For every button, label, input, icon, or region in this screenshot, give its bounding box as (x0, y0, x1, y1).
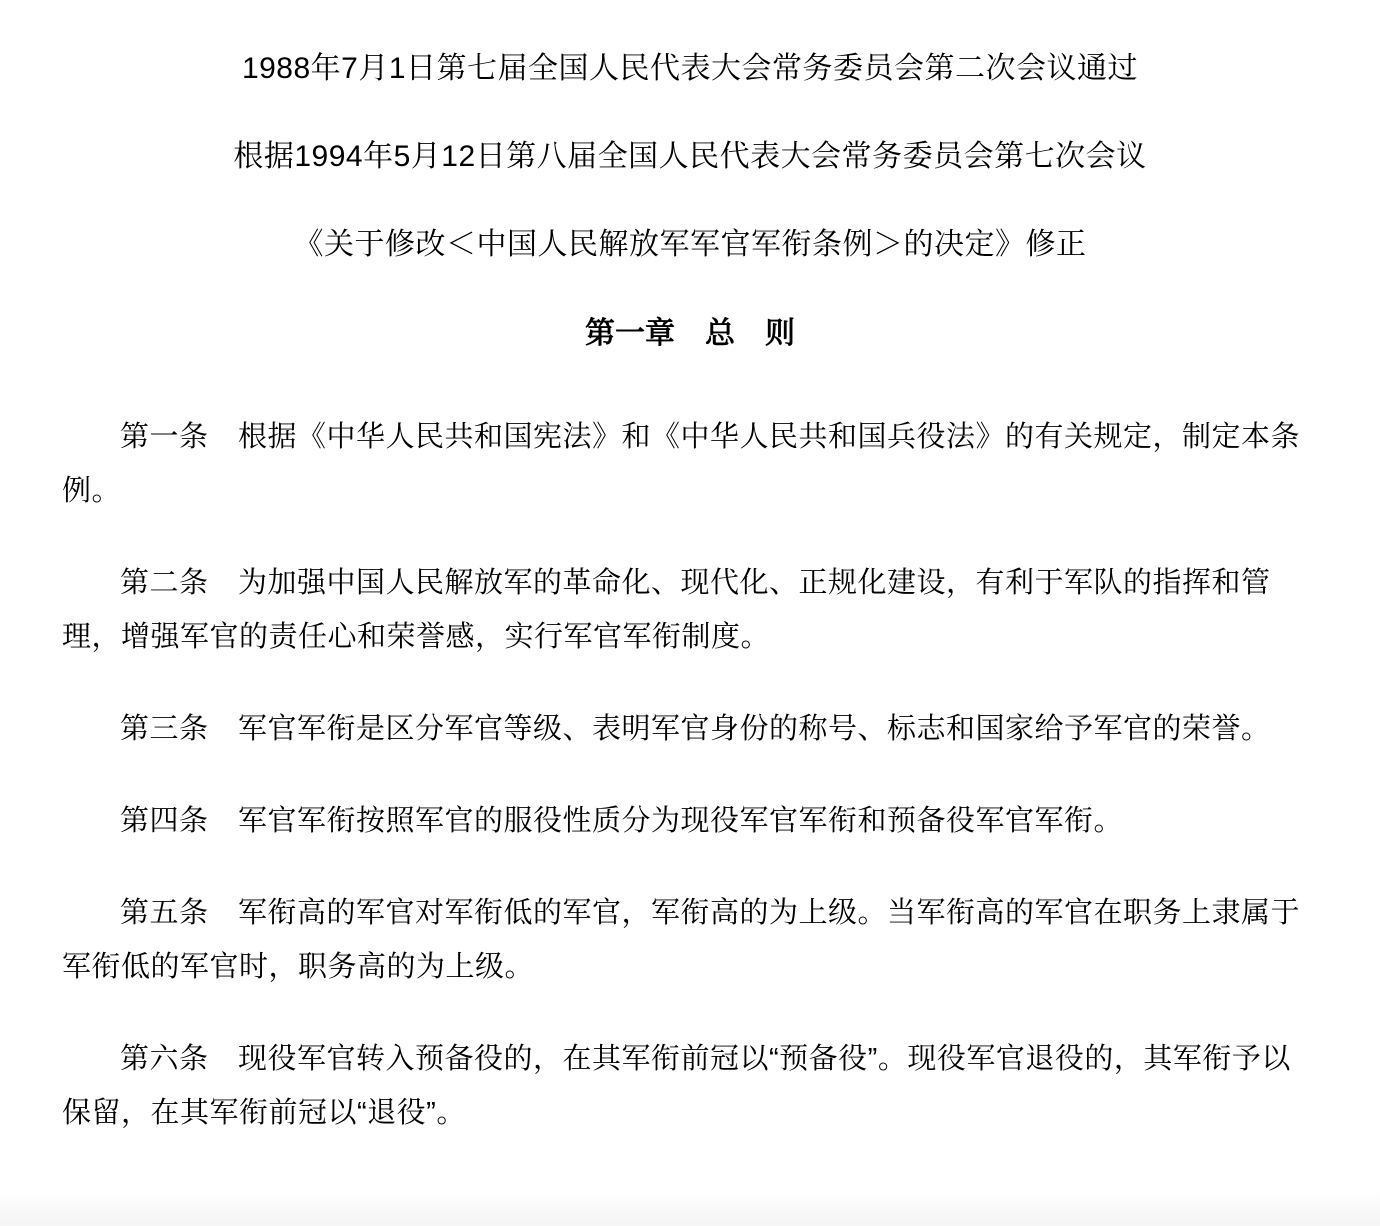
preamble-line-amendment-decision: 《关于修改＜中国人民解放军军官军衔条例＞的决定》修正 (293, 228, 1087, 261)
page-bottom-fade (0, 1192, 1380, 1226)
article-1: 第一条 根据《中华人民共和国宪法》和《中华人民共和国兵役法》的有关规定，制定本条例。 (62, 421, 1301, 507)
article-3: 第三条 军官军衔是区分军官等级、表明军官身份的称号、标志和国家给予军官的荣誉。 (120, 713, 1271, 745)
article-6: 第六条 现役军官转入预备役的，在其军衔前冠以“预备役”。现役军官退役的，其军衔予以保留，在其军衔前冠以“退役”。 (62, 1043, 1291, 1129)
preamble-line-amendment-session: 根据1994年5月12日第八届全国人民代表大会常务委员会第七次会议 (233, 140, 1147, 173)
article-4: 第四条 军官军衔按照军官的服役性质分为现役军官军衔和预备役军官军衔。 (120, 805, 1124, 837)
chapter-heading: 第一章 总 则 (585, 317, 795, 350)
article-2: 第二条 为加强中国人民解放军的革命化、现代化、正规化建设，有利于军队的指挥和管理，增强军官的责任心和荣誉感，实行军官军衔制度。 (62, 567, 1271, 653)
preamble-line-adoption: 1988年7月1日第七届全国人民代表大会常务委员会第二次会议通过 (241, 52, 1139, 85)
article-5: 第五条 军衔高的军官对军衔低的军官，军衔高的为上级。当军衔高的军官在职务上隶属于军衔低的军官时，职务高的为上级。 (62, 897, 1301, 983)
